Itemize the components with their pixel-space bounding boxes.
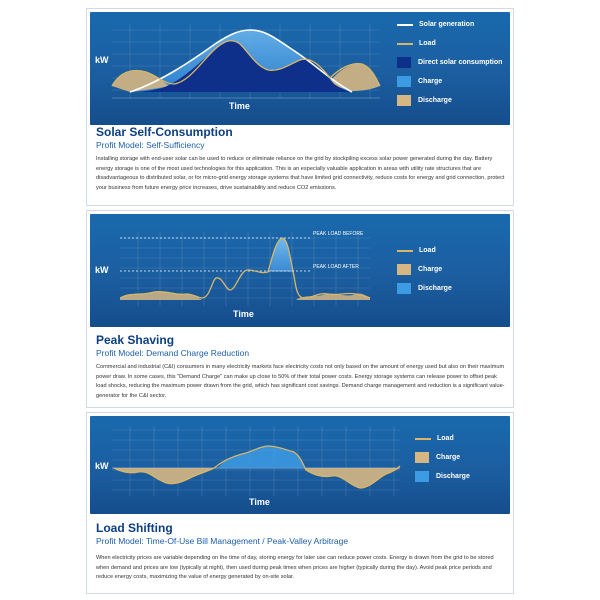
discharge-swatch [397, 283, 411, 294]
y-axis-label: kW [95, 265, 109, 275]
legend-item-charge [415, 448, 470, 467]
solar-generation-key [397, 24, 413, 26]
x-axis-label: Time [233, 309, 254, 319]
solar-self-consumption-legend [397, 15, 502, 110]
legend-item-solar-generation [397, 15, 502, 34]
discharge-swatch [397, 95, 411, 106]
section-body: Commercial and industrial (C&I) consumers in many electricity markets face electricity costs not only based on the amount of energy used but also on their maximum power draw. In some cases, this "Demand Charge" can make up close to 50% of their total power costs. Energy storage systems can release power to offset peak load shocks, reducing the maximum power drawn from the grid, which has significant cost savings. Demand charge management and reduction is a significant value-generator for the C&I sector. [96, 364, 505, 399]
load-key [397, 250, 413, 252]
legend-label: Charge [418, 266, 443, 273]
charge-area-left [120, 292, 202, 300]
legend-item-load [415, 429, 470, 448]
section-title: Solar Self-Consumption [96, 125, 233, 139]
direct-solar-swatch [397, 57, 411, 68]
legend-label: Charge [418, 78, 443, 85]
load-shifting-card [86, 412, 514, 594]
x-axis-label: Time [249, 497, 270, 507]
section-title: Peak Shaving [96, 333, 175, 347]
peak-shaving-legend [397, 241, 452, 298]
peak-load-after-label: PEAK LOAD AFTER [313, 264, 359, 270]
load-key [397, 43, 413, 45]
legend-label: Charge [436, 454, 461, 461]
legend-item-load [397, 34, 502, 53]
section-subtitle: Profit Model: Time-Of-Use Bill Management / Peak-Valley Arbitrage [96, 536, 349, 546]
legend-label: Load [419, 247, 436, 254]
legend-item-charge [397, 72, 502, 91]
charge-swatch [397, 264, 411, 275]
load-key [415, 438, 431, 440]
legend-item-load [397, 241, 452, 260]
legend-item-discharge [397, 91, 502, 110]
peak-load-before-label: PEAK LOAD BEFORE [313, 231, 364, 237]
legend-label: Discharge [418, 285, 452, 292]
y-axis-label: kW [95, 461, 109, 471]
load-shifting-legend [415, 429, 470, 486]
legend-item-charge [397, 260, 452, 279]
section-title: Load Shifting [96, 521, 173, 535]
peak-shaving-card [86, 210, 514, 408]
charge-swatch [397, 76, 411, 87]
legend-label: Solar generation [419, 21, 475, 28]
legend-label: Discharge [436, 473, 470, 480]
section-subtitle: Profit Model: Self-Sufficiency [96, 140, 205, 150]
discharge-swatch [415, 471, 429, 482]
legend-label: Load [419, 40, 436, 47]
section-subtitle: Profit Model: Demand Charge Reduction [96, 348, 250, 358]
legend-item-discharge [397, 279, 452, 298]
x-axis-label: Time [229, 101, 250, 111]
section-body: When electricity prices are variable depending on the time of day, storing energy for later use can reduce power costs. Energy is drawn from the grid to be stored when demand and prices are low (typically at night), then used during peak times when prices are higher (typically during the day). Avoid peak price periods and reduce energy costs, maximizing the value of energy generated by on-site solar. [96, 555, 494, 581]
y-axis-label: kW [95, 55, 109, 65]
legend-label: Direct solar consumption [418, 59, 503, 66]
charge-swatch [415, 452, 429, 463]
legend-label: Discharge [418, 97, 452, 104]
legend-label: Load [437, 435, 454, 442]
solar-self-consumption-card [86, 8, 514, 206]
section-body: Installing storage with end-user solar can be used to reduce or eliminate reliance on the grid by stockpiling excess solar power generated during the day. Battery energy storage is one of the most used technologies for this application. This is an especially valuable application in areas with utility rate structures that are disadvantageous to distributed solar, or for micro-grid energy storage systems that have limited grid connectivity, reduce costs for energy and grid connection, protect your business from future energy price increases, drive sustainability and reduce CO2 emissions. [96, 156, 505, 191]
legend-item-direct-solar [397, 53, 502, 72]
discharge-area [218, 446, 304, 468]
legend-item-discharge [415, 467, 470, 486]
